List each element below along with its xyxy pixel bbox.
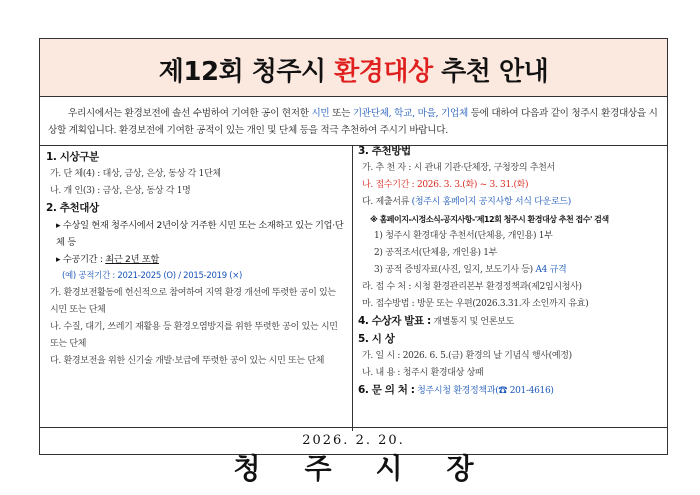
nominator-line: 가. 추 천 자 : 시 관내 기관·단체장, 구청장의 추천서 (362, 163, 555, 173)
documents-label: 다. 제출서류 (362, 197, 412, 207)
eligibility-item-na: 나. 수질, 대기, 쓰레기 재활용 등 환경오염방지를 위한 뚜렷한 공이 있는 시민 또는 단체 (50, 322, 338, 349)
title-highlight: 환경대상 (334, 57, 433, 87)
winner-announcement (358, 313, 663, 331)
document-item-1: 1) 청주시 환경대상 추천서(단체용, 개인용) 1부 (374, 231, 553, 241)
document-item-3 (358, 262, 663, 279)
announcement-value: 개별통지 및 언론보도 (433, 317, 515, 327)
intro-highlight-citizen: 시민 (311, 108, 330, 119)
issue-date: 2026. 2. 20. (302, 433, 405, 448)
title-prefix: 제12회 청주시 (158, 57, 335, 87)
intro-highlight-orgs: 기관단체, 학교, 마을, 기업체 (352, 108, 468, 119)
submission-period: 나. 접수기간 : 2026. 3. 3.(화) ~ 3. 31.(화) (362, 180, 529, 190)
intro-text-1: 우리시에서는 환경보전에 솔선 수범하여 기여한 공이 현저한 (68, 108, 312, 119)
eligibility-item-da: 다. 환경보전을 위한 신기술 개발·보급에 뚜렷한 공이 있는 시민 또는 단체 (50, 356, 325, 366)
document-item-3-format: A4 규격 (535, 265, 567, 275)
page-title (40, 51, 667, 88)
issuer-signature: 청주시장 (233, 452, 518, 485)
ceremony-content: 나. 내 용 : 청주시 환경대상 상패 (362, 368, 484, 378)
receiving-method: 마. 접수방법 : 방문 또는 우편(2026.3.31.자 소인까지 유효) (362, 299, 589, 309)
section-nomination-method: 3. 추천방법 (358, 145, 411, 157)
section-ceremony: 5. 시 상 (358, 333, 395, 345)
footer-divider (40, 427, 667, 428)
notice-frame (39, 38, 668, 485)
contact-line (358, 382, 663, 400)
eligibility-residence: ▸ 수상일 현재 청주시에서 2년이상 거주한 시민 또는 소재하고 있는 기업·단체 등 (56, 220, 344, 248)
left-column (46, 149, 346, 370)
title-suffix: 추천 안내 (432, 57, 549, 87)
column-divider (352, 145, 353, 431)
period-value: 최근 2년 포함 (105, 254, 159, 265)
document-item-3-text: 3) 공적 증빙자료(사진, 일지, 보도기사 등) (374, 265, 536, 275)
eligibility-item-ga: 가. 환경보전활동에 헌신적으로 참여하여 지역 환경 개선에 뚜렷한 공이 있는 시민 또는 단체 (50, 288, 336, 315)
section-contact: 6. 문 의 처 : (358, 384, 415, 396)
award-group-line: 가. 단 체(4) : 대상, 금상, 은상, 동상 각 1단체 (50, 169, 221, 179)
period-example: (예) 공적기간 : 2021-2025 (O) / 2015-2019 (×) (62, 271, 243, 281)
documents-line (358, 194, 663, 211)
eligibility-period (46, 251, 346, 268)
section-eligibility: 2. 추천대상 (46, 202, 99, 214)
receiving-office: 라. 접 수 처 : 시청 환경관리본부 환경정책과(제2임시청사) (362, 282, 582, 292)
contact-value: 청주시청 환경정책과(☎ 201-4616) (417, 386, 554, 396)
document-item-2: 2) 공적조서(단체용, 개인용) 1부 (374, 248, 498, 258)
title-banner (40, 39, 667, 97)
award-individual-line: 나. 개 인(3) : 금상, 은상, 동상 각 1명 (50, 186, 191, 196)
period-label: ▸ 수공기간 : (56, 254, 106, 265)
section-announcement: 4. 수상자 발표 : (358, 315, 431, 327)
section-award-categories: 1. 시상구분 (46, 151, 99, 163)
documents-download-note: (청주시 홈페이지 공지사항 서식 다운로드) (411, 197, 572, 207)
intro-text-2: 또는 (329, 108, 353, 119)
right-column (358, 143, 663, 400)
homepage-search-note: ※ 홈페이지-시정소식-공지사항-'제12회 청주시 환경대상 추천 접수' 검색 (370, 215, 609, 224)
ceremony-date: 가. 일 시 : 2026. 6. 5.(금) 환경의 날 기념식 행사(예정) (362, 351, 572, 361)
intro-paragraph (48, 105, 660, 139)
intro-text-3: 등에 대하여 다음과 같이 청주시 환경대상을 시상할 계획입니다. 환경보전에 기여한 공적이 있는 개인 및 단체 등을 적극 추천하여 주시기 바랍니다. (48, 108, 658, 136)
